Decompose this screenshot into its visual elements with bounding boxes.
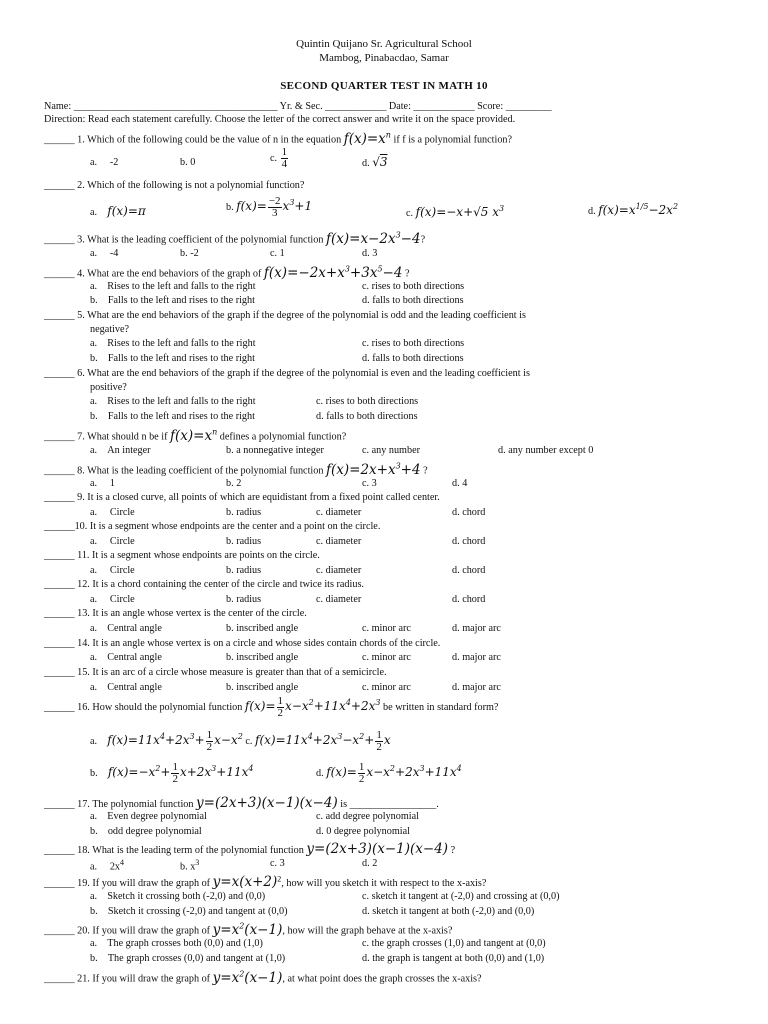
question-3: ______ 3. What is the leading coefficient of the polynomial function $f(x)=x-2x^3-4$? — [44, 230, 426, 247]
q15-option-b[interactable]: b. inscribed angle — [226, 682, 299, 693]
q3-option-b[interactable]: b. -2 — [180, 248, 199, 259]
q2-option-c[interactable]: c. f(x)=−x+√5 $x^3$ — [406, 204, 505, 219]
q15-option-d[interactable]: d. major arc — [452, 682, 501, 693]
question-7: ______ 7. What should n be if $f(x)=x^n$ defines a polynomial function? — [44, 427, 347, 444]
q12-option-c[interactable]: c. diameter — [316, 594, 362, 605]
q14-option-b[interactable]: b. inscribed angle — [226, 652, 299, 663]
question-20: ______ 20. If you will draw the graph of $y=x^2(x-1)$, how will the graph behave at the x-axis? — [44, 921, 453, 938]
q11-option-c[interactable]: c. diameter — [316, 565, 362, 576]
q7-option-b[interactable]: b. a nonnegative integer — [226, 445, 324, 456]
q6-option-c[interactable]: c. rises to both directions — [316, 396, 419, 407]
test-title: SECOND QUARTER TEST IN MATH 10 — [280, 80, 488, 92]
q13-option-d[interactable]: d. major arc — [452, 623, 501, 634]
question-6: ______ 6. What are the end behaviors of the graph if the degree of the polynomial is even and the leading coefficient is — [44, 368, 530, 379]
q20-option-d[interactable]: d. the graph is tangent at both (0,0) and (1,0) — [362, 953, 545, 964]
question-5: ______ 5. What are the end behaviors of the graph if the degree of the polynomial is odd and the leading coefficient is — [44, 310, 526, 321]
question-2: ______ 2. Which of the following is not a polynomial function? — [44, 180, 305, 191]
q10-option-a[interactable]: a. Circle — [90, 536, 135, 547]
q9-option-d[interactable]: d. chord — [452, 507, 486, 518]
q4-option-d[interactable]: d. falls to both directions — [362, 295, 464, 306]
q19-option-d[interactable]: d. sketch it tangent at both (-2,0) and (0,0) — [362, 906, 535, 917]
q18-option-d[interactable]: d. 2 — [362, 858, 378, 869]
question-18: ______ 18. What is the leading term of the polynomial function y=(2x+3)(x−1)(x−4) ? — [44, 841, 456, 857]
q1-option-b[interactable]: b. 0 — [180, 157, 196, 168]
q16-option-a[interactable]: a. $f(x)=11x^4+2x^3+$ $\frac{1}{2}$ $x-x^2$ c. $f(x)=11x^4+2x^3-x^2+$ $\frac{1}{2}$ x — [90, 729, 391, 753]
q5-option-b[interactable]: b. Falls to the left and rises to the right — [90, 353, 255, 364]
q2-option-a[interactable]: a. f(x)=π — [90, 204, 146, 218]
q17-option-b[interactable]: b. odd degree polynomial — [90, 826, 202, 837]
q18-option-b[interactable]: b. $x^3$ — [180, 858, 200, 873]
question-11: ______ 11. It is a segment whose endpoints are points on the circle. — [44, 550, 320, 561]
question-10: ______10. It is a segment whose endpoints are the center and a point on the circle. — [44, 521, 381, 532]
q6-option-a[interactable]: a. Rises to the left and falls to the right — [90, 396, 256, 407]
q14-option-d[interactable]: d. major arc — [452, 652, 501, 663]
q4-option-c[interactable]: c. rises to both directions — [362, 281, 465, 292]
q9-option-c[interactable]: c. diameter — [316, 507, 362, 518]
q5-option-a[interactable]: a. Rises to the left and falls to the right — [90, 338, 256, 349]
question-17: ______ 17. The polynomial function y=(2x+3)(x−1)(x−4) is _________________. — [44, 795, 439, 811]
q13-option-a[interactable]: a. Central angle — [90, 623, 162, 634]
q16-option-b[interactable]: b. $f(x)=-x^2+$ $\frac{1}{2}$ $x+2x^3+11x^4$ — [90, 761, 254, 785]
q2-option-b[interactable]: b. f(x)= $\frac{-2}{3}$ $x^3+1$ — [226, 195, 313, 219]
q11-option-b[interactable]: b. radius — [226, 565, 262, 576]
name-line[interactable]: Name: ________________________________________ Yr. & Sec. ____________ Date: ____________ Score: _________ — [44, 101, 552, 112]
q12-option-a[interactable]: a. Circle — [90, 594, 135, 605]
q7-option-d[interactable]: d. any number except 0 — [498, 445, 594, 456]
q12-option-b[interactable]: b. radius — [226, 594, 262, 605]
q8-option-b[interactable]: b. 2 — [226, 478, 242, 489]
q15-option-a[interactable]: a. Central angle — [90, 682, 162, 693]
q17-option-c[interactable]: c. add degree polynomial — [316, 811, 419, 822]
q8-option-a[interactable]: a. 1 — [90, 478, 115, 489]
q4-option-b[interactable]: b. Falls to the left and rises to the right — [90, 295, 255, 306]
q1-option-c[interactable]: c. $\frac{1}{4}$ — [270, 146, 288, 170]
q12-option-d[interactable]: d. chord — [452, 594, 486, 605]
q17-option-a[interactable]: a. Even degree polynomial — [90, 811, 207, 822]
q3-option-a[interactable]: a. -4 — [90, 248, 119, 259]
q18-option-c[interactable]: c. 3 — [270, 858, 285, 869]
q8-option-d[interactable]: d. 4 — [452, 478, 468, 489]
q3-option-d[interactable]: d. 3 — [362, 248, 378, 259]
direction-text: Direction: Read each statement carefully. Choose the letter of the correct answer and write it on the space provided. — [44, 114, 516, 125]
q8-option-c[interactable]: c. 3 — [362, 478, 377, 489]
q11-option-a[interactable]: a. Circle — [90, 565, 135, 576]
q20-option-a[interactable]: a. The graph crosses both (0,0) and (1,0) — [90, 938, 263, 949]
school-address: Mambog, Pinabacdao, Samar — [319, 52, 449, 64]
q5-option-c[interactable]: c. rises to both directions — [362, 338, 465, 349]
q9-option-b[interactable]: b. radius — [226, 507, 262, 518]
q19-option-c[interactable]: c. sketch it tangent at (-2,0) and crossing at (0,0) — [362, 891, 560, 902]
question-16: ______ 16. How should the polynomial function f(x)= $\frac{1}{2}$ $x-x^2+11x^4+2x^3$ be written in standard form? — [44, 695, 499, 719]
question-21: ______ 21. If you will draw the graph of $y=x^2(x-1)$, at what point does the graph crosses the x-axis? — [44, 969, 482, 986]
question-14: ______ 14. It is an angle whose vertex is on a circle and whose sides contain chords of the circle. — [44, 638, 441, 649]
q10-option-d[interactable]: d. chord — [452, 536, 486, 547]
question-4: ______ 4. What are the end behaviors of the graph of $f(x)=-2x+x^3+3x^5-4$ ? — [44, 264, 410, 281]
q10-option-b[interactable]: b. radius — [226, 536, 262, 547]
q4-option-a[interactable]: a. Rises to the left and falls to the right — [90, 281, 256, 292]
q19-option-a[interactable]: a. Sketch it crossing both (-2,0) and (0,0) — [90, 891, 266, 902]
q6-option-d[interactable]: d. falls to both directions — [316, 411, 418, 422]
question-1: ______ 1. Which of the following could be the value of n in the equation $f(x)=x^n$ if f is a polynomial function? — [44, 130, 513, 147]
q9-option-a[interactable]: a. Circle — [90, 507, 135, 518]
question-13: ______ 13. It is an angle whose vertex is the center of the circle. — [44, 608, 307, 619]
question-5-cont: negative? — [90, 324, 130, 335]
question-8: ______ 8. What is the leading coefficient of the polynomial function $f(x)=2x+x^3+4$ ? — [44, 461, 428, 478]
q7-option-a[interactable]: a. An integer — [90, 445, 151, 456]
q17-option-d[interactable]: d. 0 degree polynomial — [316, 826, 410, 837]
q14-option-c[interactable]: c. minor arc — [362, 652, 411, 663]
q20-option-c[interactable]: c. the graph crosses (1,0) and tangent at (0,0) — [362, 938, 546, 949]
q15-option-c[interactable]: c. minor arc — [362, 682, 411, 693]
q14-option-a[interactable]: a. Central angle — [90, 652, 162, 663]
q10-option-c[interactable]: c. diameter — [316, 536, 362, 547]
q18-option-a[interactable]: a. $2x^4$ — [90, 858, 124, 873]
q16-option-d[interactable]: d. f(x)= $\frac{1}{2}$ $x-x^2+2x^3+11x^4$ — [316, 761, 462, 785]
q11-option-d[interactable]: d. chord — [452, 565, 486, 576]
q13-option-b[interactable]: b. inscribed angle — [226, 623, 299, 634]
q20-option-b[interactable]: b. The graph crosses (0,0) and tangent at (1,0) — [90, 953, 286, 964]
question-19: ______ 19. If you will draw the graph of $y=x(x+2)^2$, how will you sketch it with respect to the x-axis? — [44, 874, 487, 890]
q1-option-d[interactable]: d. √3 — [362, 155, 388, 169]
q13-option-c[interactable]: c. minor arc — [362, 623, 411, 634]
school-name: Quintin Quijano Sr. Agricultural School — [296, 38, 472, 50]
question-15: ______ 15. It is an arc of a circle whose measure is greater than that of a semicircle. — [44, 667, 387, 678]
question-12: ______ 12. It is a chord containing the center of the circle and twice its radius. — [44, 579, 364, 590]
q5-option-d[interactable]: d. falls to both directions — [362, 353, 464, 364]
q7-option-c[interactable]: c. any number — [362, 445, 420, 456]
question-9: ______ 9. It is a closed curve, all points of which are equidistant from a fixed point called center. — [44, 492, 440, 503]
q6-option-b[interactable]: b. Falls to the left and rises to the right — [90, 411, 255, 422]
q19-option-b[interactable]: b. Sketch it crossing (-2,0) and tangent at (0,0) — [90, 906, 288, 917]
q1-option-a[interactable]: a. -2 — [90, 157, 119, 168]
q3-option-c[interactable]: c. 1 — [270, 248, 285, 259]
question-6-cont: positive? — [90, 382, 127, 393]
q2-option-d[interactable]: d. $f(x)=x^{1/5}-2x^2$ — [588, 202, 679, 217]
